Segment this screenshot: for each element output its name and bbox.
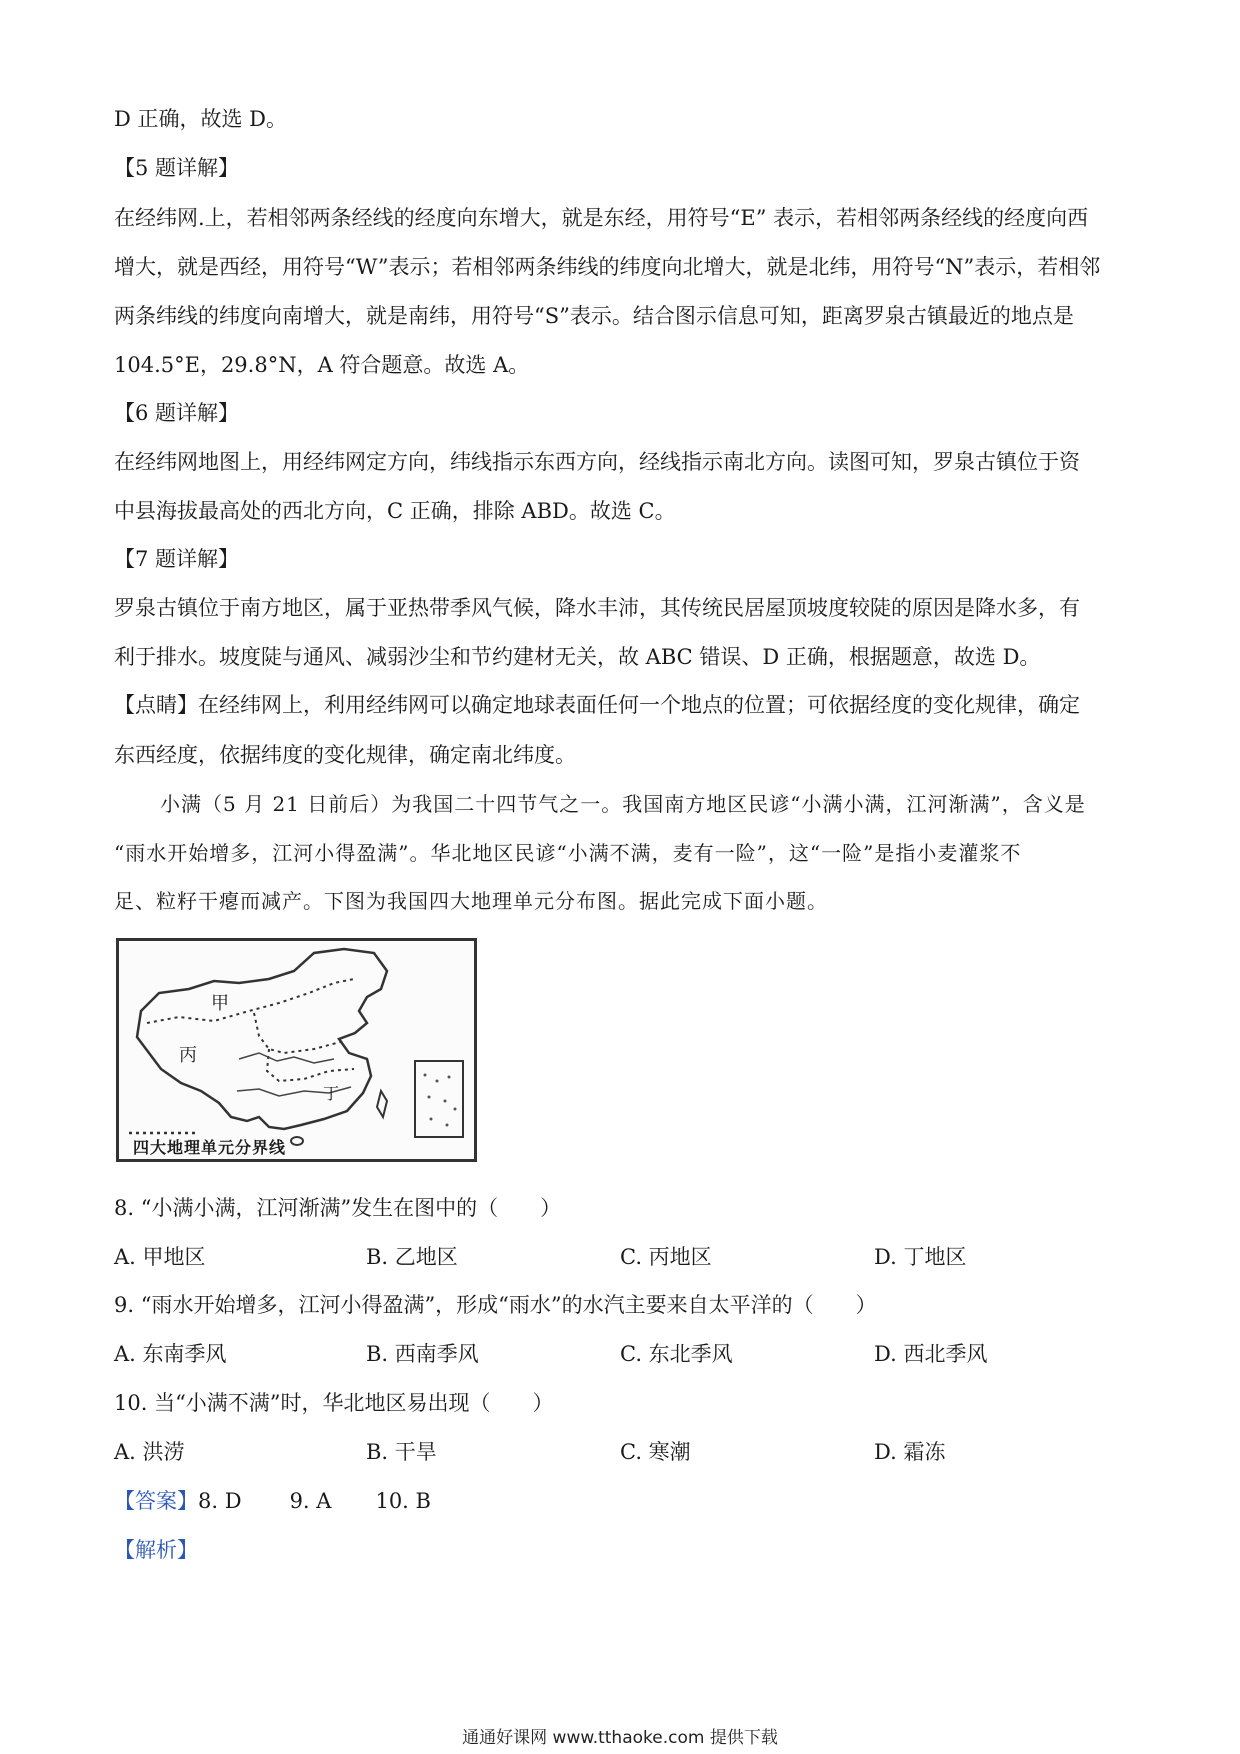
text-line-3: 在经纬网.上，若相邻两条经线的经度向东增大，就是东经，用符号“E” 表示，若相邻两条经线的经度向西	[114, 206, 1089, 230]
text-line-1: D 正确，故选 D。	[114, 107, 288, 131]
map-label-bing: 丙	[179, 1045, 197, 1066]
passage-line-1: 小满（5 月 21 日前后）为我国二十四节气之一。我国南方地区民谚“小满小满，江河渐满”，含义是	[160, 792, 1086, 816]
answer-item-9: 9. A	[289, 1489, 332, 1513]
question-8-option-c[interactable]: C. 丙地区	[620, 1245, 712, 1269]
page-footer: 通通好课网 www.tthaoke.com 提供下载	[462, 1728, 778, 1748]
text-line-9: 中县海拔最高处的西北方向，C 正确，排除 ABD。故选 C。	[114, 499, 676, 523]
question-10-option-c[interactable]: C. 寒潮	[620, 1440, 691, 1464]
q7-detail-heading: 【7 题详解】	[114, 547, 240, 571]
question-10-option-b[interactable]: B. 干旱	[366, 1440, 437, 1464]
text-line-6: 104.5°E，29.8°N，A 符合题意。故选 A。	[114, 353, 530, 377]
answer-item-8: 8. D	[198, 1489, 242, 1513]
map-label-jia: 甲	[211, 993, 229, 1014]
question-8-option-d[interactable]: D. 丁地区	[874, 1245, 967, 1269]
question-9-option-d[interactable]: D. 西北季风	[874, 1342, 988, 1366]
analysis-label: 【解析】	[114, 1538, 198, 1562]
text-line-12: 利于排水。坡度陡与通风、减弱沙尘和节约建材无关，故 ABC 错误、D 正确，根据题意，故选 D。	[114, 645, 1041, 669]
q6-detail-heading: 【6 题详解】	[114, 401, 240, 425]
answer-label: 【答案】	[114, 1489, 198, 1513]
question-9-option-c[interactable]: C. 东北季风	[620, 1342, 733, 1366]
passage-line-2: “雨水开始增多，江河小得盈满”。华北地区民谚“小满不满，麦有一险”，这“一险”是指小麦灌浆不	[114, 841, 1022, 865]
question-8-stem: 8. “小满小满，江河渐满”发生在图中的（ ）	[114, 1196, 562, 1220]
question-9-option-a[interactable]: A. 东南季风	[114, 1342, 227, 1366]
q5-detail-heading: 【5 题详解】	[114, 156, 240, 180]
answer-line	[114, 1486, 431, 1516]
map-legend-text: 四大地理单元分界线	[133, 1138, 287, 1157]
question-10-stem: 10. 当“小满不满”时，华北地区易出现（ ）	[114, 1391, 554, 1415]
question-9-option-b[interactable]: B. 西南季风	[366, 1342, 479, 1366]
text-line-8: 在经纬网地图上，用经纬网定方向，纬线指示东西方向，经线指示南北方向。读图可知，罗泉古镇位于资	[114, 450, 1080, 474]
question-10-option-a[interactable]: A. 洪涝	[114, 1440, 185, 1464]
map-label-ding: 丁	[323, 1084, 340, 1103]
question-10-option-d[interactable]: D. 霜冻	[874, 1440, 946, 1464]
text-line-4: 增大，就是西经，用符号“W”表示；若相邻两条纬线的纬度向北增大，就是北纬，用符号“N”表示，若相邻	[114, 255, 1101, 279]
china-map-outline	[119, 941, 474, 1159]
answer-item-10: 10. B	[375, 1489, 431, 1513]
text-line-14: 东西经度，依据纬度的变化规律，确定南北纬度。	[114, 743, 576, 767]
question-8-option-b[interactable]: B. 乙地区	[366, 1245, 458, 1269]
question-8-option-a[interactable]: A. 甲地区	[114, 1245, 206, 1269]
point-note-line: 【点睛】在经纬网上，利用经纬网可以确定地球表面任何一个地点的位置；可依据经度的变化规律，确定	[114, 693, 1080, 717]
question-9-stem: 9. “雨水开始增多，江河小得盈满”，形成“雨水”的水汽主要来自太平洋的（ ）	[114, 1293, 877, 1317]
text-line-5: 两条纬线的纬度向南增大，就是南纬，用符号“S”表示。结合图示信息可知，距离罗泉古镇最近的地点是	[114, 304, 1074, 328]
text-line-11: 罗泉古镇位于南方地区，属于亚热带季风气候，降水丰沛，其传统民居屋顶坡度较陡的原因是降水多，有	[114, 596, 1080, 620]
passage-line-3: 足、粒籽干瘪而减产。下图为我国四大地理单元分布图。据此完成下面小题。	[114, 889, 828, 913]
geographic-units-map	[116, 938, 477, 1162]
